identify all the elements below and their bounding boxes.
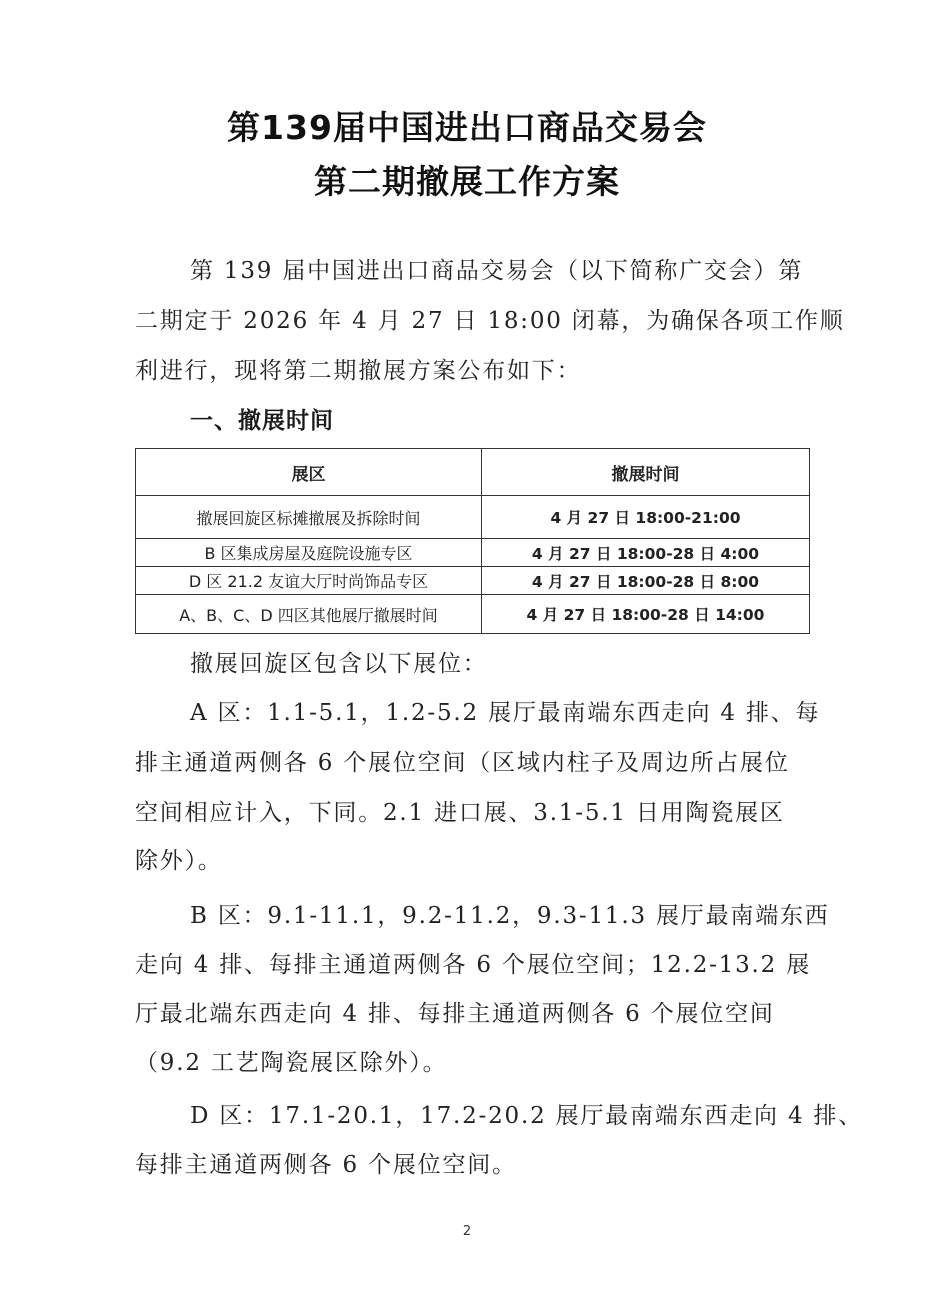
- area-b-line-1: B 区：9.1-11.1，9.2-11.2，9.3-11.3 展厅最南端东西: [190, 903, 830, 929]
- table-row: [136, 539, 810, 567]
- table-cell-zone: A、B、C、D 四区其他展厅撤展时间: [136, 595, 482, 634]
- table-cell-time: 4 月 27 日 18:00-28 日 8:00: [482, 567, 810, 595]
- intro-line-3: 利进行，现将第二期撤展方案公布如下：: [135, 358, 582, 384]
- table-cell-time: 4 月 27 日 18:00-28 日 14:00: [482, 595, 810, 634]
- table-cell-time: 4 月 27 日 18:00-21:00: [482, 496, 810, 539]
- area-d-line-2: 每排主通道两侧各 6 个展位空间。: [135, 1152, 517, 1178]
- page-number: 2: [462, 1224, 472, 1239]
- table-row: [136, 567, 810, 595]
- booths-intro: 撤展回旋区包含以下展位：: [190, 651, 488, 677]
- area-a-line-1: A 区：1.1-5.1，1.2-5.2 展厅最南端东西走向 4 排、每: [190, 700, 821, 726]
- table-header-time: 撤展时间: [482, 449, 810, 496]
- table-row: [136, 496, 810, 539]
- table-cell-zone: B 区集成房屋及庭院设施专区: [136, 539, 482, 567]
- intro-line-1: 第 139 届中国进出口商品交易会（以下简称广交会）第: [190, 258, 804, 284]
- section-heading-schedule: 一、撤展时间: [190, 408, 334, 434]
- intro-line-2: 二期定于 2026 年 4 月 27 日 18:00 闭幕，为确保各项工作顺: [135, 308, 845, 334]
- area-a-line-3: 空间相应计入，下同。2.1 进口展、3.1-5.1 日用陶瓷展区: [135, 800, 785, 826]
- area-a-line-4: 除外）。: [135, 848, 223, 874]
- table-cell-time: 4 月 27 日 18:00-28 日 4:00: [482, 539, 810, 567]
- table-row: [136, 595, 810, 634]
- table-header-zone: 展区: [136, 449, 482, 496]
- table-cell-zone: 撤展回旋区标摊撤展及拆除时间: [136, 496, 482, 539]
- area-b-line-2: 走向 4 排、每排主通道两侧各 6 个展位空间；12.2-13.2 展: [135, 952, 812, 978]
- area-b-line-3: 厅最北端东西走向 4 排、每排主通道两侧各 6 个展位空间: [135, 1001, 775, 1027]
- area-d-line-1: D 区：17.1-20.1，17.2-20.2 展厅最南端东西走向 4 排、: [190, 1103, 864, 1129]
- area-a-line-2: 排主通道两侧各 6 个展位空间（区域内柱子及周边所占展位: [135, 750, 790, 776]
- document-title-line-1: 第139届中国进出口商品交易会: [227, 108, 707, 147]
- area-b-line-4: （9.2 工艺陶瓷展区除外）。: [135, 1050, 448, 1076]
- schedule-table: [135, 448, 810, 634]
- table-cell-zone: D 区 21.2 友谊大厅时尚饰品专区: [136, 567, 482, 595]
- document-title-line-2: 第二期撤展工作方案: [314, 162, 620, 201]
